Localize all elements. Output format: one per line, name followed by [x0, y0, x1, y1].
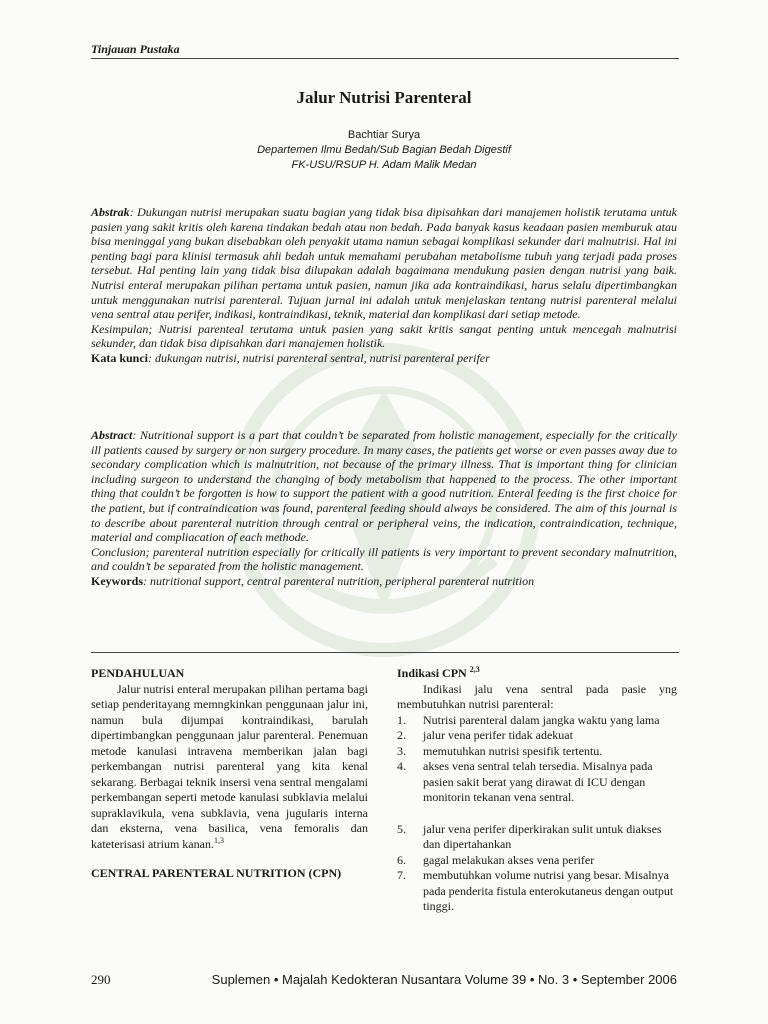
- indikasi-intro: Indikasi jalu vena sentral pada pasie yng membutuhkan nutrisi parenteral:: [397, 681, 677, 711]
- article-title: Jalur Nutrisi Parenteral: [296, 88, 472, 107]
- abstract-body: [91, 428, 677, 545]
- list-item-text: gagal melakukan akses vena perifer: [423, 852, 595, 867]
- section-heading-indikasi-cpn: [397, 666, 677, 682]
- list-item: [397, 822, 677, 853]
- abstrak-indonesian: [91, 205, 677, 366]
- author-affiliation-institution: FK-USU/RSUP H. Adam Malik Medan: [291, 159, 477, 171]
- list-item-text: akses vena sentral telah tersedia. Misalnya pada pasien sakit berat yang dirawat di ICU dengan monitorin tekanan vena sentral.: [423, 759, 653, 804]
- left-column: [91, 666, 368, 893]
- abstrak-conclusion: Kesimpulan; Nutrisi parenteal terutama untuk pasien yang sakit kritis sangat penting untuk mencegah malnutrisi sekunder, dan tidak bisa dipisahkan dari manajemen holistik.: [91, 321, 677, 351]
- abstrak-text: : Dukungan nutrisi merupakan suatu bagian yang tidak bisa dipisahkan dari manajemen holistik terutama untuk pasien yang sakit kritis oleh karena tindakan bedah atau non bedah. Pada banyak kasus keadaan pasien memburuk atau bisa meninggal yang bukan disebabkan oleh penyakit utama namun sebagai komplikasi sekunder dari malnutrisi. Hal ini penting bagi para klinisi termasuk ahli bedah untuk memahami perubahan metabolisme tubuh yang terjadi pada proses tersebut. Hal penting lain yang tidak bisa dilupakan adalah bagaimana mendukung pasien dengan nutrisi yang baik. Nutrisi enteral merupakan pilihan pertama untuk pasien, namun jika ada kontraindikasi, harus selalu dipertimbangkan untuk menggunakan nutrisi parenteral. Tujuan jurnal ini adalah untuk menjelaskan tentang nutrisi parenteral melalui vena sentral atau perifer, indikasi, kontraindikasi, teknik, material dan komplikasi dari setiap metode.: [91, 205, 677, 322]
- indikasi-heading-reference: 2,3: [469, 665, 480, 674]
- pendahuluan-paragraph: [91, 682, 368, 853]
- journal-citation: Suplemen • Majalah Kedokteran Nusantara Volume 39 • No. 3 • September 2006: [211, 972, 677, 987]
- list-item-number: 7.: [397, 868, 406, 882]
- section-heading-pendahuluan: PENDAHULUAN: [91, 666, 185, 680]
- right-column: [397, 666, 677, 915]
- abstract-english: [91, 428, 677, 589]
- pendahuluan-reference: 1,3: [213, 835, 224, 845]
- list-item-text: jalur vena perifer diperkirakan sulit untuk diakses dan dipertahankan: [423, 821, 662, 851]
- pendahuluan-text: Jalur nutrisi enteral merupakan pilihan pertama bagi setiap penderitayang memngkinkan penggunaan jalur ini, namun bula dijumpai kontraindikasi, barulah dipertimbangkan penggunaan jalur parenteral. Penemuan metode kanulasi intravena memberikan jalan bagi perkembangan nutrisi parenteral yang kita kenal sekarang. Berbagai teknik insersi vena sentral mengalami perkembangan seperti metode kanulasi subklavia melalui supraklavikula, vena subklavia, vena jugularis interna dan eksterna, vena basilica, vena femoralis dan kateterisasi atrium kanan.: [91, 681, 368, 851]
- list-item: [397, 744, 677, 760]
- list-item-number: 5.: [397, 821, 406, 836]
- list-item: [397, 853, 677, 869]
- list-item: [397, 728, 677, 744]
- section-heading-cpn: CENTRAL PARENTERAL NUTRITION (CPN): [91, 866, 342, 880]
- list-item: [397, 759, 677, 806]
- abstract-keywords-text: : nutritional support, central parenteral nutrition, peripheral parenteral nutrition: [143, 573, 535, 588]
- list-item-text: membutuhkan volume nutrisi yang besar. Misalnya pada penderita fistula enterokutaneus dengan output tinggi.: [423, 868, 674, 913]
- abstract-conclusion: Conclusion; parenteral nutrition especially for critically ill patients is very important to prevent secondary malnutrition, and couldn’t be separated from the holistic management.: [91, 544, 677, 574]
- abstract-label: Abstract: [91, 428, 133, 442]
- list-item-text: memutuhkan nutrisi spesifik tertentu.: [423, 743, 603, 758]
- indikasi-heading-text: Indikasi CPN: [397, 666, 470, 680]
- author-affiliation-department: Departemen Ilmu Bedah/Sub Bagian Bedah Digestif: [257, 144, 511, 156]
- list-item-number: 6.: [397, 852, 406, 867]
- list-item-number: 3.: [397, 743, 406, 758]
- page-number: 290: [91, 972, 111, 987]
- list-spacer: [397, 806, 677, 822]
- list-item-text: jalur vena perifer tidak adekuat: [423, 728, 573, 742]
- indikasi-list: [397, 713, 677, 915]
- abstrak-keywords: [91, 351, 677, 366]
- list-item: [397, 868, 677, 915]
- abstract-keywords: [91, 574, 677, 589]
- list-item-number: 2.: [397, 728, 406, 742]
- abstrak-keywords-label: Kata kunci: [91, 350, 149, 365]
- abstrak-label: Abstrak: [91, 205, 130, 219]
- list-item-number: 1.: [397, 712, 406, 727]
- list-item: [397, 713, 677, 729]
- article-author: Bachtiar Surya: [347, 129, 421, 141]
- list-item-text: Nutrisi parenteral dalam jangka waktu yang lama: [423, 712, 660, 727]
- list-item-number: 4.: [397, 759, 406, 773]
- abstract-keywords-label: Keywords: [91, 573, 143, 588]
- running-head: Tinjauan Pustaka: [91, 42, 180, 56]
- abstrak-keywords-text: : dukungan nutrisi, nutrisi parenteral sentral, nutrisi parenteral perifer: [148, 350, 490, 365]
- header-rule: [91, 58, 679, 59]
- abstrak-body: [91, 205, 677, 322]
- abstract-text: : Nutritional support is a part that couldn’t be separated from holistic management, especially for the critically ill patients caused by surgery or non surgery procedure. In many cases, the patients get worse or even passes away due to secondary complication which is malnutrition, not because of the primary illness. That is important thing for clinician including surgeon to understand the changing of body metabolism that happened to the process. The other important thing that couldn’t be forgotten is how to support the patient with a good nutrition. Enteral feeding is the first choice for the patient, but if contraindication was found, parenteral feeding should always be considered. The aim of this journal is to describe about parenteral nutrition through central or peripheral veins, the indication, contraindication, technique, material and compliacation of each methode.: [91, 428, 677, 545]
- section-divider: [91, 652, 679, 653]
